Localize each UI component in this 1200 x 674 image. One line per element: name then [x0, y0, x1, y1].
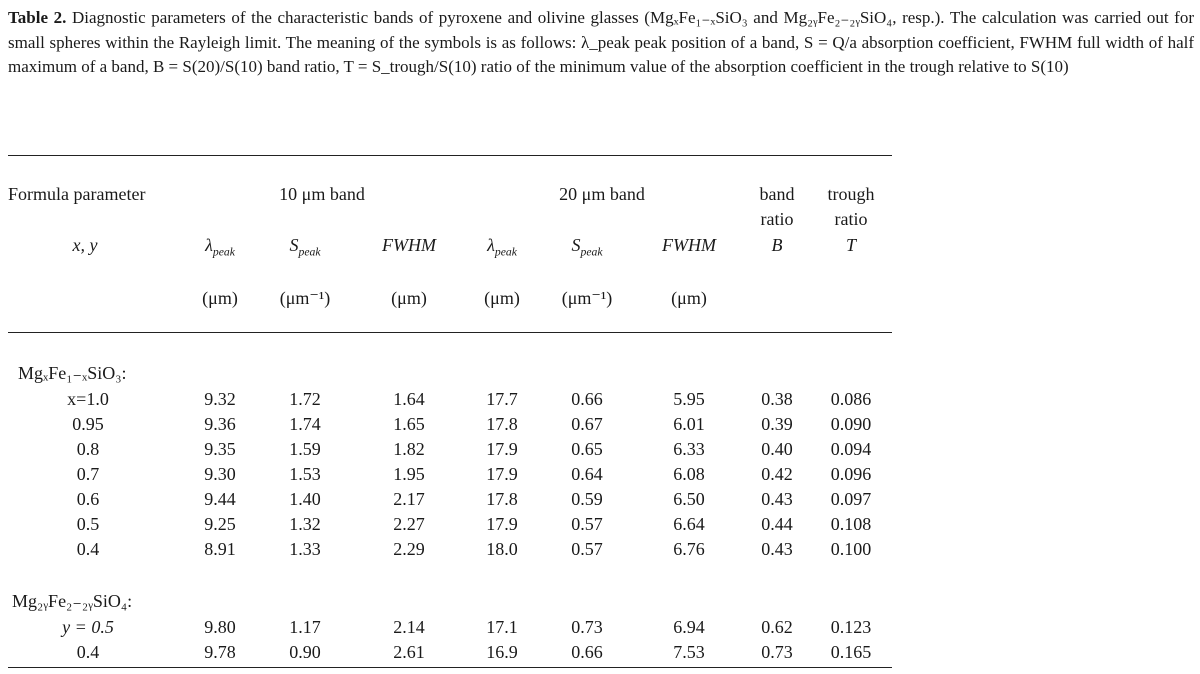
cell-s20: 0.57 — [571, 514, 603, 534]
cell-param: 0.4 — [76, 539, 100, 559]
unit-lambda-20: (μm) — [484, 288, 520, 308]
cell-trough-ratio: 0.090 — [830, 414, 872, 434]
cell-s10: 1.53 — [289, 464, 321, 484]
top-rule — [8, 155, 892, 156]
cell-s20: 0.66 — [571, 642, 603, 662]
header-s-peak-10: $S_{peak}$ — [289, 235, 321, 259]
caption-label: Table 2. — [8, 8, 67, 27]
caption-text: Diagnostic parameters of the characteristic bands of pyroxene and olivine glasses (MgₓFe₁₋ₓSiO₃ and Mg₂ᵧFe₂₋₂ᵧSiO₄, resp.). The calculation was carried out for small spheres within the Rayleigh limit. The meaning of the symbols is as follows: λ_peak peak position of a band, S = Q/a absorption coefficient, FWHM full width of half maximum of a band, B = S(20)/S(10) band ratio, T = S_trough/S(10) ratio of the minimum value of the absorption coefficient in the trough relative to S(10) — [8, 8, 1195, 76]
header-10um-band: 10 μm band — [279, 184, 365, 204]
cell-fwhm20: 6.64 — [673, 514, 705, 534]
cell-trough-ratio: 0.123 — [830, 617, 872, 637]
cell-lambda10: 9.80 — [204, 617, 236, 637]
cell-param: 0.7 — [76, 464, 100, 484]
cell-fwhm20: 6.01 — [673, 414, 705, 434]
cell-lambda20: 17.8 — [486, 489, 518, 509]
cell-trough-ratio: 0.086 — [830, 389, 872, 409]
cell-s10: 1.59 — [289, 439, 321, 459]
cell-param: 0.4 — [76, 642, 100, 662]
header-band-ratio-symbol: B — [771, 235, 783, 255]
cell-lambda20: 17.8 — [486, 414, 518, 434]
header-trough-ratio-symbol: T — [845, 235, 857, 255]
cell-s20: 0.64 — [571, 464, 603, 484]
cell-fwhm10: 1.65 — [393, 414, 425, 434]
cell-band-ratio: 0.44 — [761, 514, 793, 534]
header-s-peak-20: $S_{peak}$ — [571, 235, 603, 259]
cell-fwhm20: 6.33 — [673, 439, 705, 459]
cell-lambda20: 17.9 — [486, 514, 518, 534]
cell-fwhm10: 1.82 — [393, 439, 425, 459]
cell-lambda10: 9.25 — [204, 514, 236, 534]
header-trough-ratio-line1: trough — [827, 184, 875, 204]
header-band-ratio-line2: ratio — [760, 209, 794, 229]
cell-s20: 0.57 — [571, 539, 603, 559]
header-xy: x, y — [72, 235, 98, 255]
cell-s10: 1.74 — [289, 414, 321, 434]
table-caption — [8, 6, 1194, 80]
header-lambda-peak-10: $\lambda_{peak}$ — [205, 235, 235, 259]
cell-s20: 0.66 — [571, 389, 603, 409]
unit-s-peak-20: (μm⁻¹) — [561, 288, 613, 308]
cell-lambda20: 17.7 — [486, 389, 518, 409]
unit-s-peak-10: (μm⁻¹) — [279, 288, 331, 308]
header-fwhm-20: FWHM — [662, 235, 716, 255]
cell-s10: 1.72 — [289, 389, 321, 409]
cell-param: 0.5 — [76, 514, 100, 534]
cell-fwhm10: 2.27 — [393, 514, 425, 534]
cell-trough-ratio: 0.096 — [830, 464, 872, 484]
cell-band-ratio: 0.39 — [761, 414, 793, 434]
cell-s20: 0.59 — [571, 489, 603, 509]
cell-lambda10: 9.32 — [204, 389, 236, 409]
cell-lambda20: 16.9 — [486, 642, 518, 662]
cell-band-ratio: 0.38 — [761, 389, 793, 409]
cell-param: 0.95 — [72, 414, 104, 434]
unit-fwhm-20: (μm) — [671, 288, 707, 308]
cell-s20: 0.67 — [571, 414, 603, 434]
cell-trough-ratio: 0.108 — [830, 514, 872, 534]
unit-lambda-10: (μm) — [202, 288, 238, 308]
header-formula-parameter: Formula parameter — [8, 184, 146, 204]
cell-fwhm20: 6.08 — [673, 464, 705, 484]
cell-s10: 1.32 — [289, 514, 321, 534]
cell-fwhm10: 2.14 — [393, 617, 425, 637]
cell-lambda20: 17.9 — [486, 464, 518, 484]
group-name-pyroxene: MgₓFe₁₋ₓSiO₃: — [18, 363, 127, 383]
cell-band-ratio: 0.43 — [761, 489, 793, 509]
cell-s10: 1.40 — [289, 489, 321, 509]
cell-trough-ratio: 0.097 — [830, 489, 872, 509]
cell-fwhm10: 1.95 — [393, 464, 425, 484]
cell-param: y = 0.5 — [62, 617, 114, 637]
cell-s10: 1.17 — [289, 617, 321, 637]
cell-lambda10: 9.35 — [204, 439, 236, 459]
cell-lambda10: 9.36 — [204, 414, 236, 434]
cell-s20: 0.65 — [571, 439, 603, 459]
unit-fwhm-10: (μm) — [391, 288, 427, 308]
cell-fwhm20: 7.53 — [673, 642, 705, 662]
cell-lambda20: 17.1 — [486, 617, 518, 637]
cell-lambda20: 18.0 — [486, 539, 518, 559]
cell-param: 0.6 — [76, 489, 100, 509]
cell-lambda20: 17.9 — [486, 439, 518, 459]
header-lambda-peak-20: $\lambda_{peak}$ — [487, 235, 517, 259]
cell-band-ratio: 0.73 — [761, 642, 793, 662]
cell-lambda10: 9.30 — [204, 464, 236, 484]
bottom-rule — [8, 667, 892, 668]
cell-s20: 0.73 — [571, 617, 603, 637]
header-rule — [8, 332, 892, 333]
cell-fwhm20: 6.76 — [673, 539, 705, 559]
cell-param: x=1.0 — [67, 389, 109, 409]
cell-lambda10: 8.91 — [204, 539, 236, 559]
cell-band-ratio: 0.40 — [761, 439, 793, 459]
cell-band-ratio: 0.62 — [761, 617, 793, 637]
cell-trough-ratio: 0.100 — [830, 539, 872, 559]
cell-trough-ratio: 0.165 — [830, 642, 872, 662]
cell-param: 0.8 — [76, 439, 100, 459]
cell-fwhm20: 6.50 — [673, 489, 705, 509]
cell-s10: 1.33 — [289, 539, 321, 559]
cell-fwhm20: 5.95 — [673, 389, 705, 409]
cell-fwhm10: 2.61 — [393, 642, 425, 662]
header-trough-ratio-line2: ratio — [834, 209, 868, 229]
cell-fwhm10: 2.17 — [393, 489, 425, 509]
header-band-ratio-line1: band — [759, 184, 795, 204]
cell-s10: 0.90 — [289, 642, 321, 662]
cell-fwhm10: 1.64 — [393, 389, 425, 409]
header-fwhm-10: FWHM — [382, 235, 436, 255]
cell-fwhm10: 2.29 — [393, 539, 425, 559]
cell-band-ratio: 0.43 — [761, 539, 793, 559]
cell-lambda10: 9.78 — [204, 642, 236, 662]
cell-band-ratio: 0.42 — [761, 464, 793, 484]
cell-lambda10: 9.44 — [204, 489, 236, 509]
cell-trough-ratio: 0.094 — [830, 439, 872, 459]
group-name-olivine: Mg₂ᵧFe₂₋₂ᵧSiO₄: — [12, 591, 133, 611]
cell-fwhm20: 6.94 — [673, 617, 705, 637]
header-20um-band: 20 μm band — [559, 184, 645, 204]
